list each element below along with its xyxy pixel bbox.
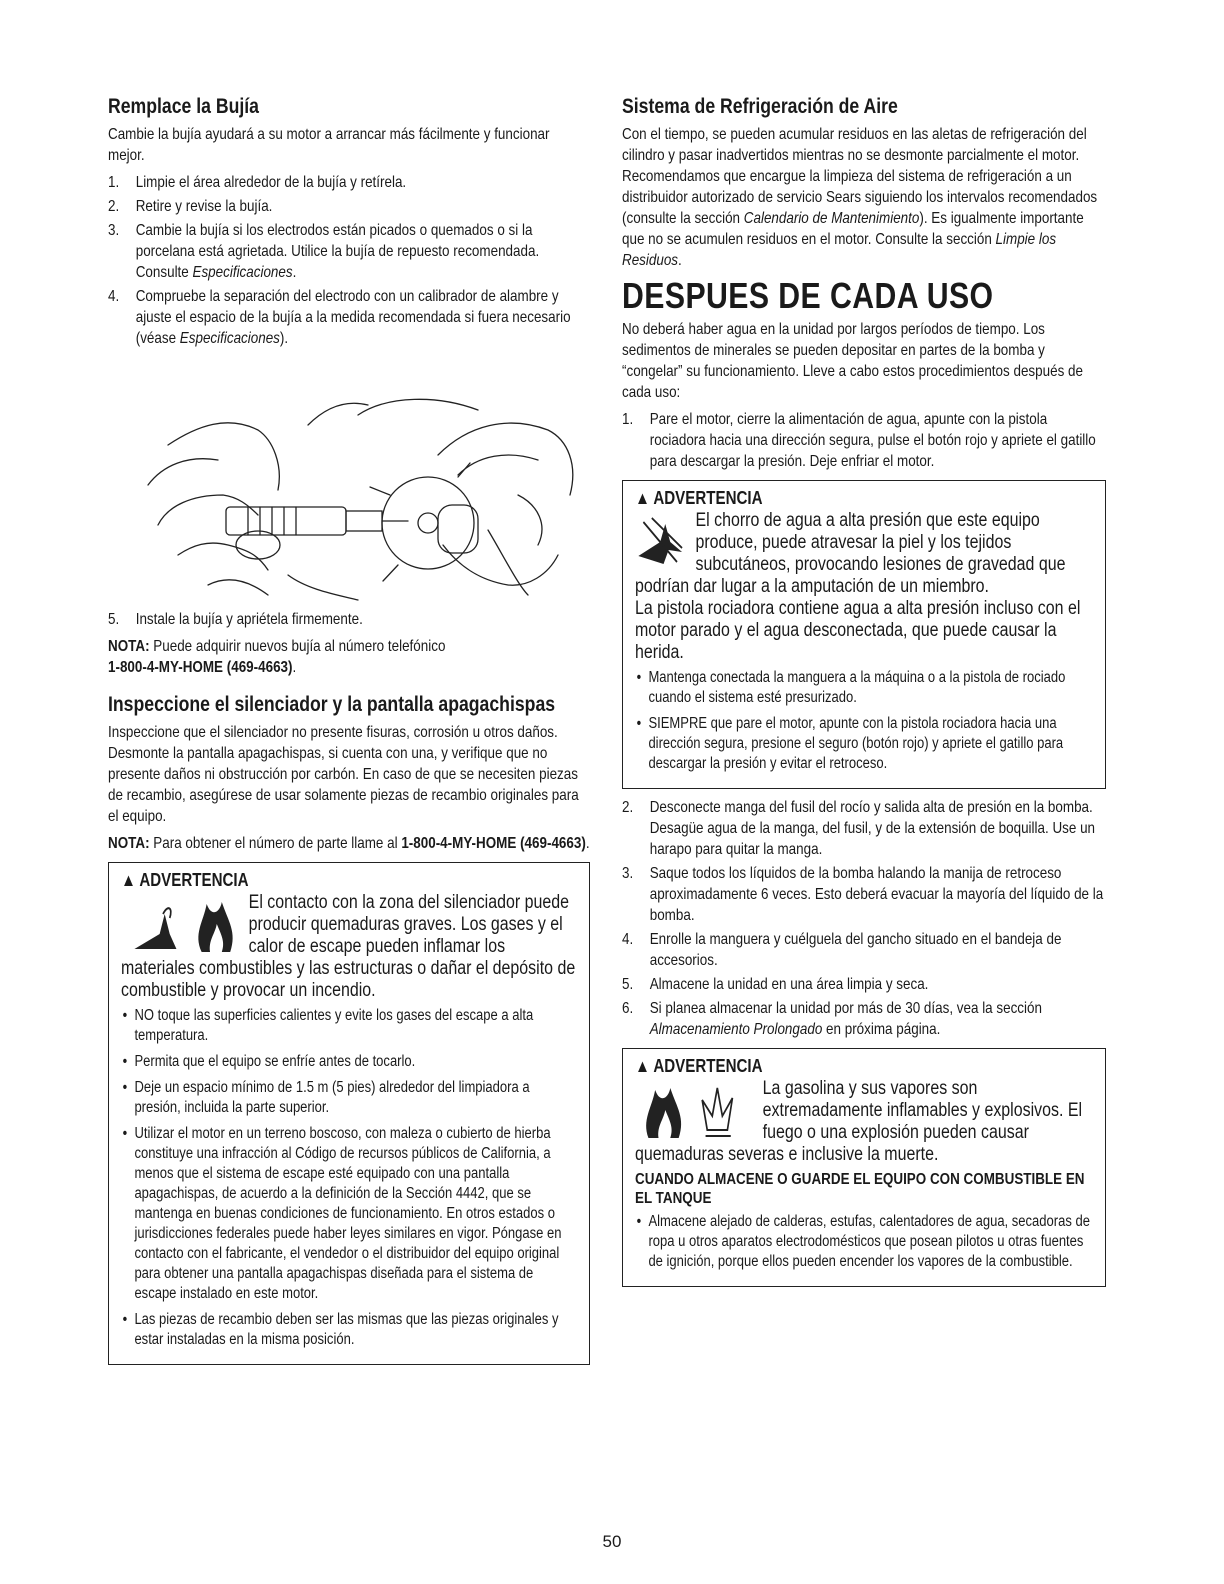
list-item: 3. Saque todos los líquidos de la bomba halando la manija de retroceso aproximadamente 6 veces. Esto deberá evacuar la mayoría del líquido de la bomba. (622, 865, 1104, 924)
muffler-body: Inspeccione que el silenciador no presente fisuras, corrosión u otros daños. Desmonte la pantalla apagachispas, si cuenta con una, y verifique que no presente daños ni obstrucción por carbón. En caso de que se necesiten piezas de recambio, asegúrese de usar solamente piezas de recambio originales para el equipo. (108, 724, 579, 825)
left-column (108, 96, 590, 1373)
fuel-warning-box (622, 1048, 1106, 1287)
list-item: • Permita que el equipo se enfríe antes de tocarlo. (121, 1052, 579, 1072)
cooling-section (622, 95, 1098, 472)
warning-bullets (635, 1212, 1095, 1272)
list-item: • NO toque las superficies calientes y evite los gases del escape a alta temperatura. (121, 1006, 579, 1046)
list-item: 2. Desconecte manga del fusil del rocío y salida alta de presión en la bomba. Desagüe agua de la manga, del fusil, y de la extensión de boquilla. Use un harapo para quitar la manga. (622, 799, 1096, 858)
list-item: • Las piezas de recambio deben ser las mismas que las piezas originales y estar instaladas en la misma posición. (121, 1310, 579, 1350)
injection-hazard-icon (635, 512, 687, 568)
page-number: 50 (602, 1532, 622, 1551)
after-use-steps-continued (622, 797, 1104, 1040)
warning-header (121, 869, 579, 892)
after-use-intro: No deberá haber agua en la unidad por largos períodos de tiempo. Los sedimentos de minerales se pueden depositar en partes de la bomba y “congelar” su funcionamiento. Lleve a cabo estos procedimientos después de cada uso: (622, 321, 1083, 401)
cooling-heading: Sistema de Refrigeración de Aire (622, 95, 898, 118)
warning-label: ADVERTENCIA (653, 488, 763, 508)
list-item: 2. Retire y revise la bujía. (108, 198, 273, 215)
warning-label: ADVERTENCIA (653, 1056, 763, 1076)
warning-header (635, 487, 1095, 510)
warning-text: El chorro de agua a alta presión que este equipo produce, puede atravesar la piel y los tejidos subcutáneos, provocando lesiones de gravedad que podrían dar lugar a la amputación de un miembro. (635, 510, 1066, 597)
spark-plug-heading: Remplace la Bujía (108, 95, 259, 118)
burn-and-fire-hazard-icon (126, 894, 244, 956)
spark-plug-gap-illustration (108, 355, 590, 603)
warning-bullets (121, 1006, 579, 1350)
warning-label: ADVERTENCIA (139, 870, 249, 890)
high-pressure-warning-box (622, 480, 1106, 789)
after-use-steps (622, 797, 1106, 1040)
list-item: 1. Pare el motor, cierre la alimentación de agua, apunte con la pistola rociadora hacia una dirección segura, pulse el botón rojo y apriete el gatillo para descargar la presión. Deje enfriar el motor. (622, 411, 1096, 470)
list-item: 5. Almacene la unidad en una área limpia y seca. (622, 976, 929, 993)
list-item: • Almacene alejado de calderas, estufas, calentadores de agua, secadoras de ropa u otros aparatos electrodomésticos que posean pilotos u otras fuentes de ignición, porque ellos pueden encender los vapores de la combustible. (635, 1212, 1095, 1272)
list-item: 4. Enrolle la manguera y cuélguela del gancho situado en el bandeja de accesorios. (622, 931, 1062, 969)
warning-bullets (635, 668, 1095, 774)
after-use-step-1 (622, 409, 1106, 472)
warning-text: El contacto con la zona del silenciador puede producir quemaduras graves. Los gases y el calor de escape pueden inflamar los materiales combustibles y las estructuras o dañar el depósito de combustible y provocar un incendio. (121, 892, 576, 1001)
list-item: 4. Compruebe la separación del electrodo con un calibrador de alambre y ajuste el espacio de la bujía a la medida recomendada si fuera necesario (véase Especificaciones). (108, 288, 571, 347)
spark-plug-step-5 (108, 609, 590, 630)
list-item: 5. Instale la bujía y apriétela firmemente. (108, 611, 363, 628)
warning-caps-text: CUANDO ALMACENE O GUARDE EL EQUIPO CON COMBUSTIBLE EN EL TANQUE (635, 1171, 1085, 1207)
list-item: • SIEMPRE que pare el motor, apunte con la pistola rociadora hacia una dirección segura, presione el seguro (botón rojo) y apriete el gatillo para descargar la presión y evitar el retroceso. (635, 714, 1095, 774)
warning-triangle-icon: ▲ (121, 870, 136, 890)
list-item: 6. Si planea almacenar la unidad por más de 30 días, vea la sección Almacenamiento Prolongado en próxima página. (622, 1000, 1042, 1038)
list-item: • Mantenga conectada la manguera a la máquina o a la pistola de rociado cuando el sistema esté presurizado. (635, 668, 1095, 708)
warning-triangle-icon: ▲ (635, 488, 650, 508)
spark-plug-continued (108, 609, 590, 854)
warning-triangle-icon: ▲ (635, 1056, 650, 1076)
list-item: 3. Cambie la bujía si los electrodos están picados o quemados o si la porcelana está agrietada. Utilice la bujía de repuesto recomendada. Consulte Especificaciones. (108, 222, 540, 281)
muffler-note: NOTA: Para obtener el número de parte llame al 1-800-4-MY-HOME (469-4663). (108, 835, 590, 852)
warning-header (635, 1055, 1095, 1078)
spark-plug-note: NOTA: Puede adquirir nuevos bujía al número telefónico 1-800-4-MY-HOME (469-4663). (108, 638, 446, 676)
spark-plug-steps (108, 172, 590, 349)
right-column (622, 96, 1106, 1295)
cooling-body: Con el tiempo, se pueden acumular residuos en las aletas de refrigeración del cilindro y pasar inadvertidos mientras no se desmonte parcialmente el motor. Recomendamos que encargue la limpieza del sistema de refrigeración a un distribuidor autorizado de servicio Sears siguiendo los intervalos recomendados (consulte la sección Calendario de Mantenimiento). Es igualmente importante que no se acumulen residuos en el motor. Consulte la sección Limpie los Residuos. (622, 126, 1098, 269)
list-item: • Utilizar el motor en un terreno boscoso, con maleza o cubierto de hierba constituye una infracción al Código de recursos públicos de California, a menos que el sistema de escape esté equipado con una pantalla apagachispas, de acuerdo a la definición de la Sección 4442, que se mantenga en buenas condiciones de funcionamiento. En otros estados o jurisdicciones federales puede haber leyes similares en vigor. Póngase en contacto con el fabricante, el vendedor o el distribuidor del equipo original para obtener una pantalla apagachispas diseñada para el sistema de escape instalado en este motor. (121, 1124, 579, 1304)
list-item: 1. Limpie el área alrededor de la bujía y retírela. (108, 174, 407, 191)
list-item: • Deje un espacio mínimo de 1.5 m (5 pies) alrededor del limpiadora a presión, incluida la parte superior. (121, 1078, 579, 1118)
spark-plug-intro: Cambie la bujía ayudará a su motor a arrancar más fácilmente y funcionar mejor. (108, 126, 550, 164)
spark-plug-section (108, 95, 571, 349)
muffler-warning-box (108, 862, 590, 1365)
muffler-heading: Inspeccione el silenciador y la pantalla apagachispas (108, 693, 556, 716)
warning-text: La gasolina y sus vapores son extremadamente inflamables y explosivos. El fuego o una explosión pueden causar quemaduras severas e inclusive la muerte. (635, 1078, 1083, 1165)
after-use-heading: DESPUES DE CADA USO (622, 275, 994, 316)
warning-text-2: La pistola rociadora contiene agua a alta presión incluso con el motor parado y el agua desconectada, que puede causar la herida. (635, 598, 1081, 663)
fire-and-explosion-icon (640, 1080, 758, 1142)
